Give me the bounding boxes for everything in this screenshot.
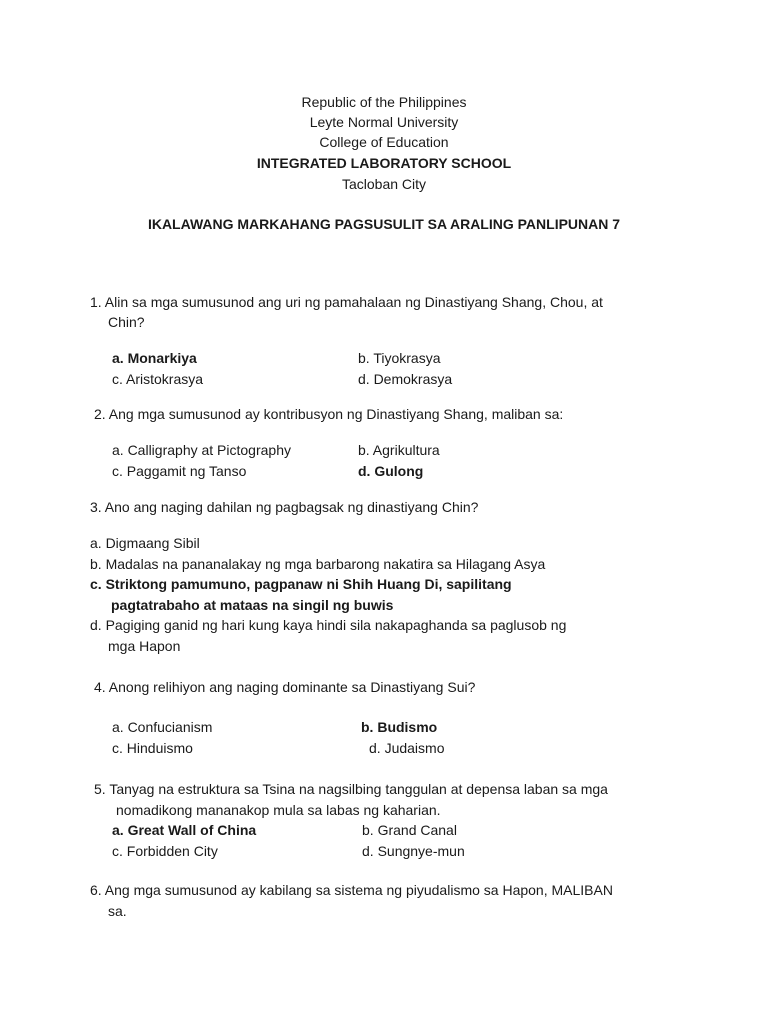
- question-1-stem: 1. Alin sa mga sumusunod ang uri ng pamahalaan ng Dinastiyang Shang, Chou, at: [90, 294, 603, 310]
- header-college: College of Education: [319, 134, 449, 150]
- question-2-choice-a: a. Calligraphy at Pictography: [112, 442, 291, 458]
- question-2-choice-b: b. Agrikultura: [358, 442, 440, 458]
- question-4-choice-b: b. Budismo: [361, 719, 438, 735]
- question-3-choice-a: a. Digmaang Sibil: [90, 535, 200, 551]
- question-1-stem-cont: Chin?: [108, 314, 145, 330]
- question-4-choice-c: c. Hinduismo: [112, 740, 193, 756]
- question-3-choice-d-cont: mga Hapon: [108, 638, 181, 654]
- header-city: Tacloban City: [341, 176, 427, 192]
- question-6-stem: 6. Ang mga sumusunod ay kabilang sa sistema ng piyudalismo sa Hapon, MALIBAN: [90, 882, 613, 898]
- question-4-choice-a: a. Confucianism: [112, 719, 213, 735]
- question-3-choice-c: c. Striktong pamumuno, pagpanaw ni Shih Huang Di, sapilitang: [90, 576, 512, 592]
- exam-title: IKALAWANG MARKAHANG PAGSUSULIT SA ARALING PANLIPUNAN 7: [147, 216, 621, 232]
- question-4-choice-d: d. Judaismo: [369, 740, 445, 756]
- question-1-choice-d: d. Demokrasya: [358, 371, 453, 387]
- question-1-choice-a: a. Monarkiya: [112, 350, 197, 366]
- question-2-stem: 2. Ang mga sumusunod ay kontribusyon ng Dinastiyang Shang, maliban sa:: [94, 406, 564, 422]
- question-3-choice-b: b. Madalas na pananalakay ng mga barbarong nakatira sa Hilagang Asya: [90, 556, 546, 572]
- question-2-choice-c: c. Paggamit ng Tanso: [112, 463, 247, 479]
- question-4-stem: 4. Anong relihiyon ang naging dominante sa Dinastiyang Sui?: [94, 679, 476, 695]
- question-5-stem: 5. Tanyag na estruktura sa Tsina na nagsilbing tanggulan at depensa laban sa mga: [94, 781, 608, 797]
- question-5-choice-b: b. Grand Canal: [362, 822, 457, 838]
- header-school: INTEGRATED LABORATORY SCHOOL: [256, 155, 512, 171]
- question-5-stem-cont: nomadikong mananakop mula sa labas ng kaharian.: [116, 802, 441, 818]
- question-3-choice-c-cont: pagtatrabaho at mataas na singil ng buwis: [111, 597, 394, 613]
- question-3-stem: 3. Ano ang naging dahilan ng pagbagsak ng dinastiyang Chin?: [90, 499, 479, 515]
- question-1-choice-b: b. Tiyokrasya: [358, 350, 441, 366]
- question-1-choice-c: c. Aristokrasya: [112, 371, 204, 387]
- question-6-stem-cont: sa.: [108, 903, 127, 919]
- question-5-choice-d: d. Sungnye-mun: [362, 843, 465, 859]
- question-2-choice-d: d. Gulong: [358, 463, 424, 479]
- question-5-choice-a: a. Great Wall of China: [112, 822, 257, 838]
- question-3-choice-d: d. Pagiging ganid ng hari kung kaya hindi sila nakapaghanda sa paglusob ng: [90, 617, 567, 633]
- header-republic: Republic of the Philippines: [301, 94, 467, 110]
- question-5-choice-c: c. Forbidden City: [112, 843, 218, 859]
- header-university: Leyte Normal University: [309, 114, 459, 130]
